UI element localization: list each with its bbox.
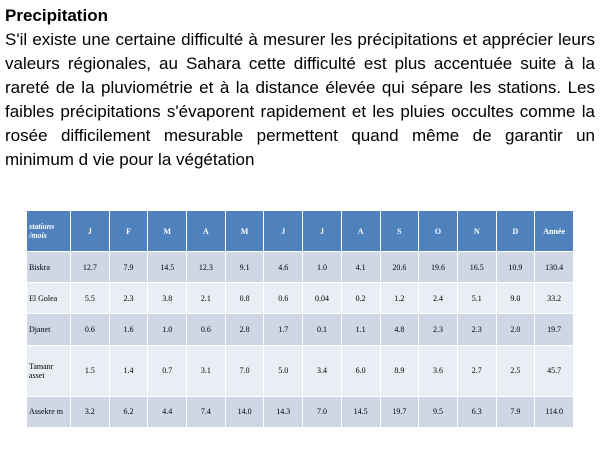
header-year: Année bbox=[535, 211, 574, 252]
value-cell: 3.6 bbox=[419, 345, 458, 396]
value-cell: 5.0 bbox=[264, 345, 303, 396]
header-jun: J bbox=[264, 211, 303, 252]
header-mar: M bbox=[148, 211, 187, 252]
station-name-cell: Biskra bbox=[27, 252, 71, 283]
header-feb: F bbox=[109, 211, 148, 252]
value-cell: 4.4 bbox=[148, 396, 187, 427]
value-cell: 7.4 bbox=[187, 396, 226, 427]
value-cell: 1.0 bbox=[148, 314, 187, 345]
value-cell: 1.1 bbox=[341, 314, 380, 345]
header-aug: A bbox=[341, 211, 380, 252]
header-sep: S bbox=[380, 211, 419, 252]
value-cell: 130.4 bbox=[535, 252, 574, 283]
value-cell: 14.5 bbox=[341, 396, 380, 427]
value-cell: 14.3 bbox=[264, 396, 303, 427]
value-cell: 3.1 bbox=[187, 345, 226, 396]
value-cell: 2.3 bbox=[457, 314, 496, 345]
value-cell: 0.6 bbox=[71, 314, 110, 345]
value-cell: 3.8 bbox=[148, 283, 187, 314]
value-cell: 6.2 bbox=[109, 396, 148, 427]
value-cell: 14.0 bbox=[225, 396, 264, 427]
value-cell: 9.1 bbox=[225, 252, 264, 283]
value-cell: 6.3 bbox=[457, 396, 496, 427]
header-apr: A bbox=[187, 211, 226, 252]
value-cell: 2.3 bbox=[419, 314, 458, 345]
value-cell: 0.6 bbox=[187, 314, 226, 345]
table-row bbox=[27, 314, 574, 345]
header-jul: J bbox=[303, 211, 342, 252]
value-cell: 45.7 bbox=[535, 345, 574, 396]
value-cell: 12.3 bbox=[187, 252, 226, 283]
value-cell: 6.0 bbox=[341, 345, 380, 396]
value-cell: 1.4 bbox=[109, 345, 148, 396]
precipitation-table bbox=[26, 210, 574, 428]
value-cell: 2.0 bbox=[496, 314, 535, 345]
value-cell: 1.5 bbox=[71, 345, 110, 396]
value-cell: 2.4 bbox=[419, 283, 458, 314]
value-cell: 7.9 bbox=[496, 396, 535, 427]
value-cell: 0.1 bbox=[303, 314, 342, 345]
value-cell: 2.1 bbox=[187, 283, 226, 314]
value-cell: 19.7 bbox=[535, 314, 574, 345]
value-cell: 4.8 bbox=[380, 314, 419, 345]
header-oct: O bbox=[419, 211, 458, 252]
header-jan: J bbox=[71, 211, 110, 252]
value-cell: 1.0 bbox=[303, 252, 342, 283]
value-cell: 2.3 bbox=[109, 283, 148, 314]
value-cell: 3.4 bbox=[303, 345, 342, 396]
value-cell: 1.7 bbox=[264, 314, 303, 345]
value-cell: 9.5 bbox=[419, 396, 458, 427]
value-cell: 16.5 bbox=[457, 252, 496, 283]
table-row bbox=[27, 396, 574, 427]
value-cell: 10.9 bbox=[496, 252, 535, 283]
value-cell: 2.5 bbox=[496, 345, 535, 396]
value-cell: 7.0 bbox=[225, 345, 264, 396]
value-cell: 5.5 bbox=[71, 283, 110, 314]
header-may: M bbox=[225, 211, 264, 252]
value-cell: 4.1 bbox=[341, 252, 380, 283]
table-row bbox=[27, 252, 574, 283]
value-cell: 1.2 bbox=[380, 283, 419, 314]
value-cell: 20.6 bbox=[380, 252, 419, 283]
station-name-cell: Djanet bbox=[27, 314, 71, 345]
header-dec: D bbox=[496, 211, 535, 252]
value-cell: 2.7 bbox=[457, 345, 496, 396]
value-cell: 3.2 bbox=[71, 396, 110, 427]
value-cell: 5.1 bbox=[457, 283, 496, 314]
value-cell: 0.04 bbox=[303, 283, 342, 314]
value-cell: 19.6 bbox=[419, 252, 458, 283]
station-name-cell: Tamanr asset bbox=[27, 345, 71, 396]
table-header-row bbox=[27, 211, 574, 252]
intro-paragraph: S'il existe une certaine difficulté à mesurer les précipitations et apprécier leurs valeurs régionales, au Sahara cette difficulté est plus accentuée suite à la rareté de la pluviométrie et à la distance élevée qui sépare les stations. Les faibles précipitations s'évaporent rapidement et les pluies occultes comme la rosée difficilement mesurable permettent quand même de garantir un minimum d vie pour la végétation bbox=[5, 30, 595, 169]
table-row bbox=[27, 283, 574, 314]
station-name-cell: Assekre m bbox=[27, 396, 71, 427]
value-cell: 7.0 bbox=[303, 396, 342, 427]
value-cell: 14.5 bbox=[148, 252, 187, 283]
section-title: Precipitation bbox=[5, 6, 108, 25]
value-cell: 7.9 bbox=[109, 252, 148, 283]
value-cell: 33.2 bbox=[535, 283, 574, 314]
value-cell: 1.6 bbox=[109, 314, 148, 345]
header-nov: N bbox=[457, 211, 496, 252]
value-cell: 2.8 bbox=[225, 314, 264, 345]
value-cell: 8.9 bbox=[380, 345, 419, 396]
value-cell: 0.8 bbox=[225, 283, 264, 314]
table-row bbox=[27, 345, 574, 396]
value-cell: 0.6 bbox=[264, 283, 303, 314]
value-cell: 12.7 bbox=[71, 252, 110, 283]
value-cell: 0.7 bbox=[148, 345, 187, 396]
value-cell: 114.0 bbox=[535, 396, 574, 427]
station-name-cell: El Golea bbox=[27, 283, 71, 314]
value-cell: 0.2 bbox=[341, 283, 380, 314]
value-cell: 4.6 bbox=[264, 252, 303, 283]
header-stations: stations /mois bbox=[27, 211, 71, 252]
value-cell: 19.7 bbox=[380, 396, 419, 427]
value-cell: 9.0 bbox=[496, 283, 535, 314]
